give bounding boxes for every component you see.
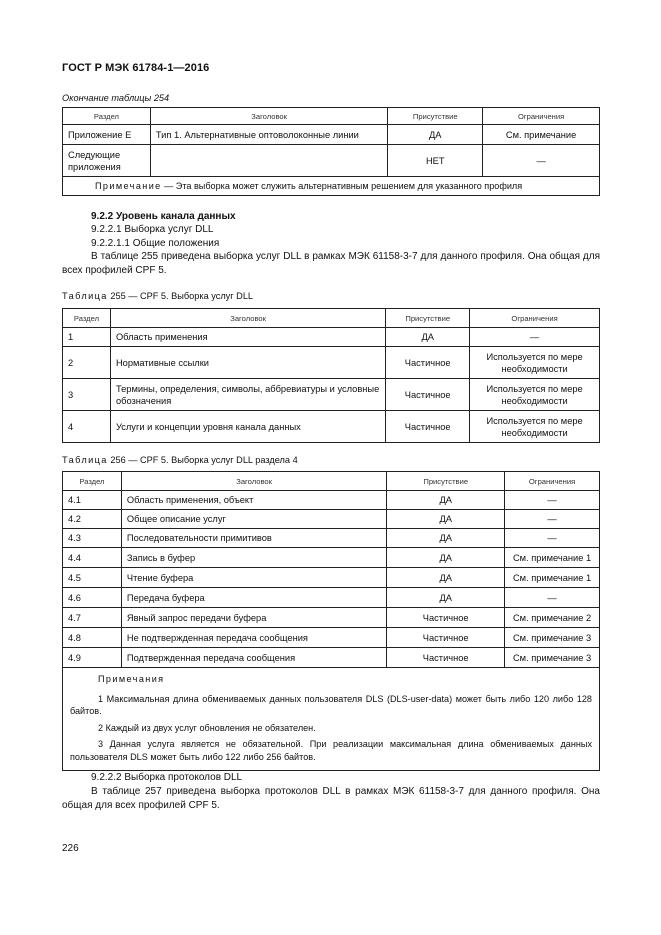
subsection-heading: 9.2.2.1 Выборка услуг DLL bbox=[91, 224, 214, 235]
table-cell: Частичное bbox=[386, 411, 470, 443]
table-cell: Запись в буфер bbox=[121, 548, 386, 568]
table-row bbox=[63, 568, 600, 588]
table-cell: Частичное bbox=[387, 648, 505, 668]
table-cell: 4.9 bbox=[63, 648, 122, 668]
table-cell bbox=[150, 145, 387, 177]
table-cell: См. примечание 3 bbox=[505, 628, 600, 648]
table-header-row bbox=[63, 309, 600, 328]
table-cell: Услуги и концепции уровня канала данных bbox=[110, 411, 385, 443]
table-cell: ДА bbox=[387, 588, 505, 608]
caption-label: Таблица bbox=[62, 291, 108, 301]
table-cell: См. примечание 3 bbox=[505, 648, 600, 668]
table-cell: — bbox=[505, 510, 600, 529]
table-cell: Общее описание услуг bbox=[121, 510, 386, 529]
table-row bbox=[63, 510, 600, 529]
table-row bbox=[63, 145, 600, 177]
note-item: 1 Максимальная длина обмениваемых данных пользователя DLS (DLS-user-data) может быть либо 120 либо 128 байтов. bbox=[70, 693, 592, 716]
table-cell: 4.1 bbox=[63, 491, 122, 510]
page-number: 226 bbox=[62, 843, 79, 854]
table-header-row bbox=[63, 108, 600, 125]
table-row bbox=[63, 328, 600, 347]
table-cell: ДА bbox=[387, 529, 505, 548]
section-heading: 9.2.2 Уровень канала данных bbox=[91, 211, 236, 222]
table-255 bbox=[62, 308, 600, 443]
table-cell: — bbox=[505, 588, 600, 608]
body-paragraph: В таблице 255 приведена выборка услуг DLL в рамках МЭК 61158-3-7 для данного профиля. Она общая для всех профилей CPF 5. bbox=[62, 251, 600, 276]
table-cell: 4 bbox=[63, 411, 111, 443]
table-note bbox=[63, 177, 600, 196]
table-cell: См. примечание 1 bbox=[505, 548, 600, 568]
note-item: 3 Данная услуга является не обязательной. При реализации максимальная длина обмениваемых данных пользователя DLS может быть либо 122 либо 256 байтов. bbox=[70, 739, 592, 762]
table-row bbox=[63, 648, 600, 668]
column-header: Заголовок bbox=[150, 108, 387, 125]
table-cell: Приложение Е bbox=[63, 125, 151, 145]
table-cell: См. примечание 1 bbox=[505, 568, 600, 588]
column-header: Ограничения bbox=[505, 472, 600, 491]
subsection-heading: 9.2.2.1.1 Общие положения bbox=[91, 238, 220, 249]
table-cell: — bbox=[505, 529, 600, 548]
table-cell: Последовательности примитивов bbox=[121, 529, 386, 548]
table-notes-row bbox=[63, 668, 600, 771]
table-cell: Частичное bbox=[387, 608, 505, 628]
table-note-row bbox=[63, 177, 600, 196]
column-header: Присутствие bbox=[386, 309, 470, 328]
table-cell: ДА bbox=[387, 568, 505, 588]
note-item: 2 Каждый из двух услуг обновления не обязателен. bbox=[98, 722, 316, 733]
table-cell: Используется по мере необходимости bbox=[470, 411, 600, 443]
note-text: — Эта выборка может служить альтернативным решением для указанного профиля bbox=[161, 181, 523, 191]
table-cell: Явный запрос передачи буфера bbox=[121, 608, 386, 628]
table-row bbox=[63, 628, 600, 648]
table-cell: ДА bbox=[387, 510, 505, 529]
table-cell: 4.5 bbox=[63, 568, 122, 588]
table-row bbox=[63, 491, 600, 510]
column-header: Заголовок bbox=[121, 472, 386, 491]
table-cell: 4.2 bbox=[63, 510, 122, 529]
table-256 bbox=[62, 471, 600, 771]
table-cell: Термины, определения, символы, аббревиатуры и условные обозначения bbox=[110, 379, 385, 411]
table-cell: Область применения, объект bbox=[121, 491, 386, 510]
table-cell: 4.4 bbox=[63, 548, 122, 568]
column-header: Ограничения bbox=[470, 309, 600, 328]
column-header: Раздел bbox=[63, 309, 111, 328]
table-cell: См. примечание bbox=[483, 125, 600, 145]
table-cell: 4.8 bbox=[63, 628, 122, 648]
caption-label: Таблица bbox=[62, 455, 108, 465]
table-cell: Частичное bbox=[386, 347, 470, 379]
table-cell: Используется по мере необходимости bbox=[470, 347, 600, 379]
table-cell: Частичное bbox=[386, 379, 470, 411]
table-header-row bbox=[63, 472, 600, 491]
body-paragraph: В таблице 257 приведена выборка протоколов DLL в рамках МЭК 61158-3-7 для данного профиля. Она общая для всех профилей CPF 5. bbox=[62, 786, 600, 811]
table-cell: 4.7 bbox=[63, 608, 122, 628]
table-255-caption bbox=[62, 291, 253, 301]
table-cell: ДА bbox=[388, 125, 483, 145]
subsection-heading: 9.2.2.2 Выборка протоколов DLL bbox=[91, 772, 243, 783]
table-cell: Передача буфера bbox=[121, 588, 386, 608]
table-row bbox=[63, 588, 600, 608]
column-header: Заголовок bbox=[110, 309, 385, 328]
table-cell: Область применения bbox=[110, 328, 385, 347]
table-cell: Используется по мере необходимости bbox=[470, 379, 600, 411]
table-cell: 1 bbox=[63, 328, 111, 347]
column-header: Ограничения bbox=[483, 108, 600, 125]
table-cell: 4.6 bbox=[63, 588, 122, 608]
table-cell: ДА bbox=[387, 491, 505, 510]
document-header: ГОСТ Р МЭК 61784-1—2016 bbox=[62, 62, 210, 74]
table-cell: 4.3 bbox=[63, 529, 122, 548]
table-row bbox=[63, 548, 600, 568]
table-cell: ДА bbox=[386, 328, 470, 347]
table-row bbox=[63, 347, 600, 379]
table-cell: См. примечание 2 bbox=[505, 608, 600, 628]
column-header: Присутствие bbox=[388, 108, 483, 125]
table-cell: ДА bbox=[387, 548, 505, 568]
table-cell: 2 bbox=[63, 347, 111, 379]
table-254-caption: Окончание таблицы 254 bbox=[62, 93, 170, 103]
table-cell: Подтвержденная передача сообщения bbox=[121, 648, 386, 668]
column-header: Раздел bbox=[63, 108, 151, 125]
caption-text: 256 — CPF 5. Выборка услуг DLL раздела 4 bbox=[107, 455, 298, 465]
table-cell: Чтение буфера bbox=[121, 568, 386, 588]
table-row bbox=[63, 411, 600, 443]
table-cell: 3 bbox=[63, 379, 111, 411]
notes-label: Примечания bbox=[98, 674, 165, 684]
table-row bbox=[63, 379, 600, 411]
table-row bbox=[63, 125, 600, 145]
table-cell: Тип 1. Альтернативные оптоволоконные линии bbox=[150, 125, 387, 145]
caption-text: 255 — CPF 5. Выборка услуг DLL bbox=[107, 291, 254, 301]
table-cell: — bbox=[483, 145, 600, 177]
note-label: Примечание bbox=[95, 181, 162, 191]
table-cell: Следующие приложения bbox=[63, 145, 151, 177]
table-256-caption bbox=[62, 455, 298, 465]
table-cell: — bbox=[470, 328, 600, 347]
table-cell: Не подтвержденная передача сообщения bbox=[121, 628, 386, 648]
table-cell: НЕТ bbox=[388, 145, 483, 177]
column-header: Раздел bbox=[63, 472, 122, 491]
table-cell: Нормативные ссылки bbox=[110, 347, 385, 379]
table-row bbox=[63, 608, 600, 628]
table-cell: Частичное bbox=[387, 628, 505, 648]
table-254 bbox=[62, 107, 600, 196]
table-cell: — bbox=[505, 491, 600, 510]
table-notes bbox=[63, 668, 600, 771]
table-row bbox=[63, 529, 600, 548]
column-header: Присутствие bbox=[387, 472, 505, 491]
